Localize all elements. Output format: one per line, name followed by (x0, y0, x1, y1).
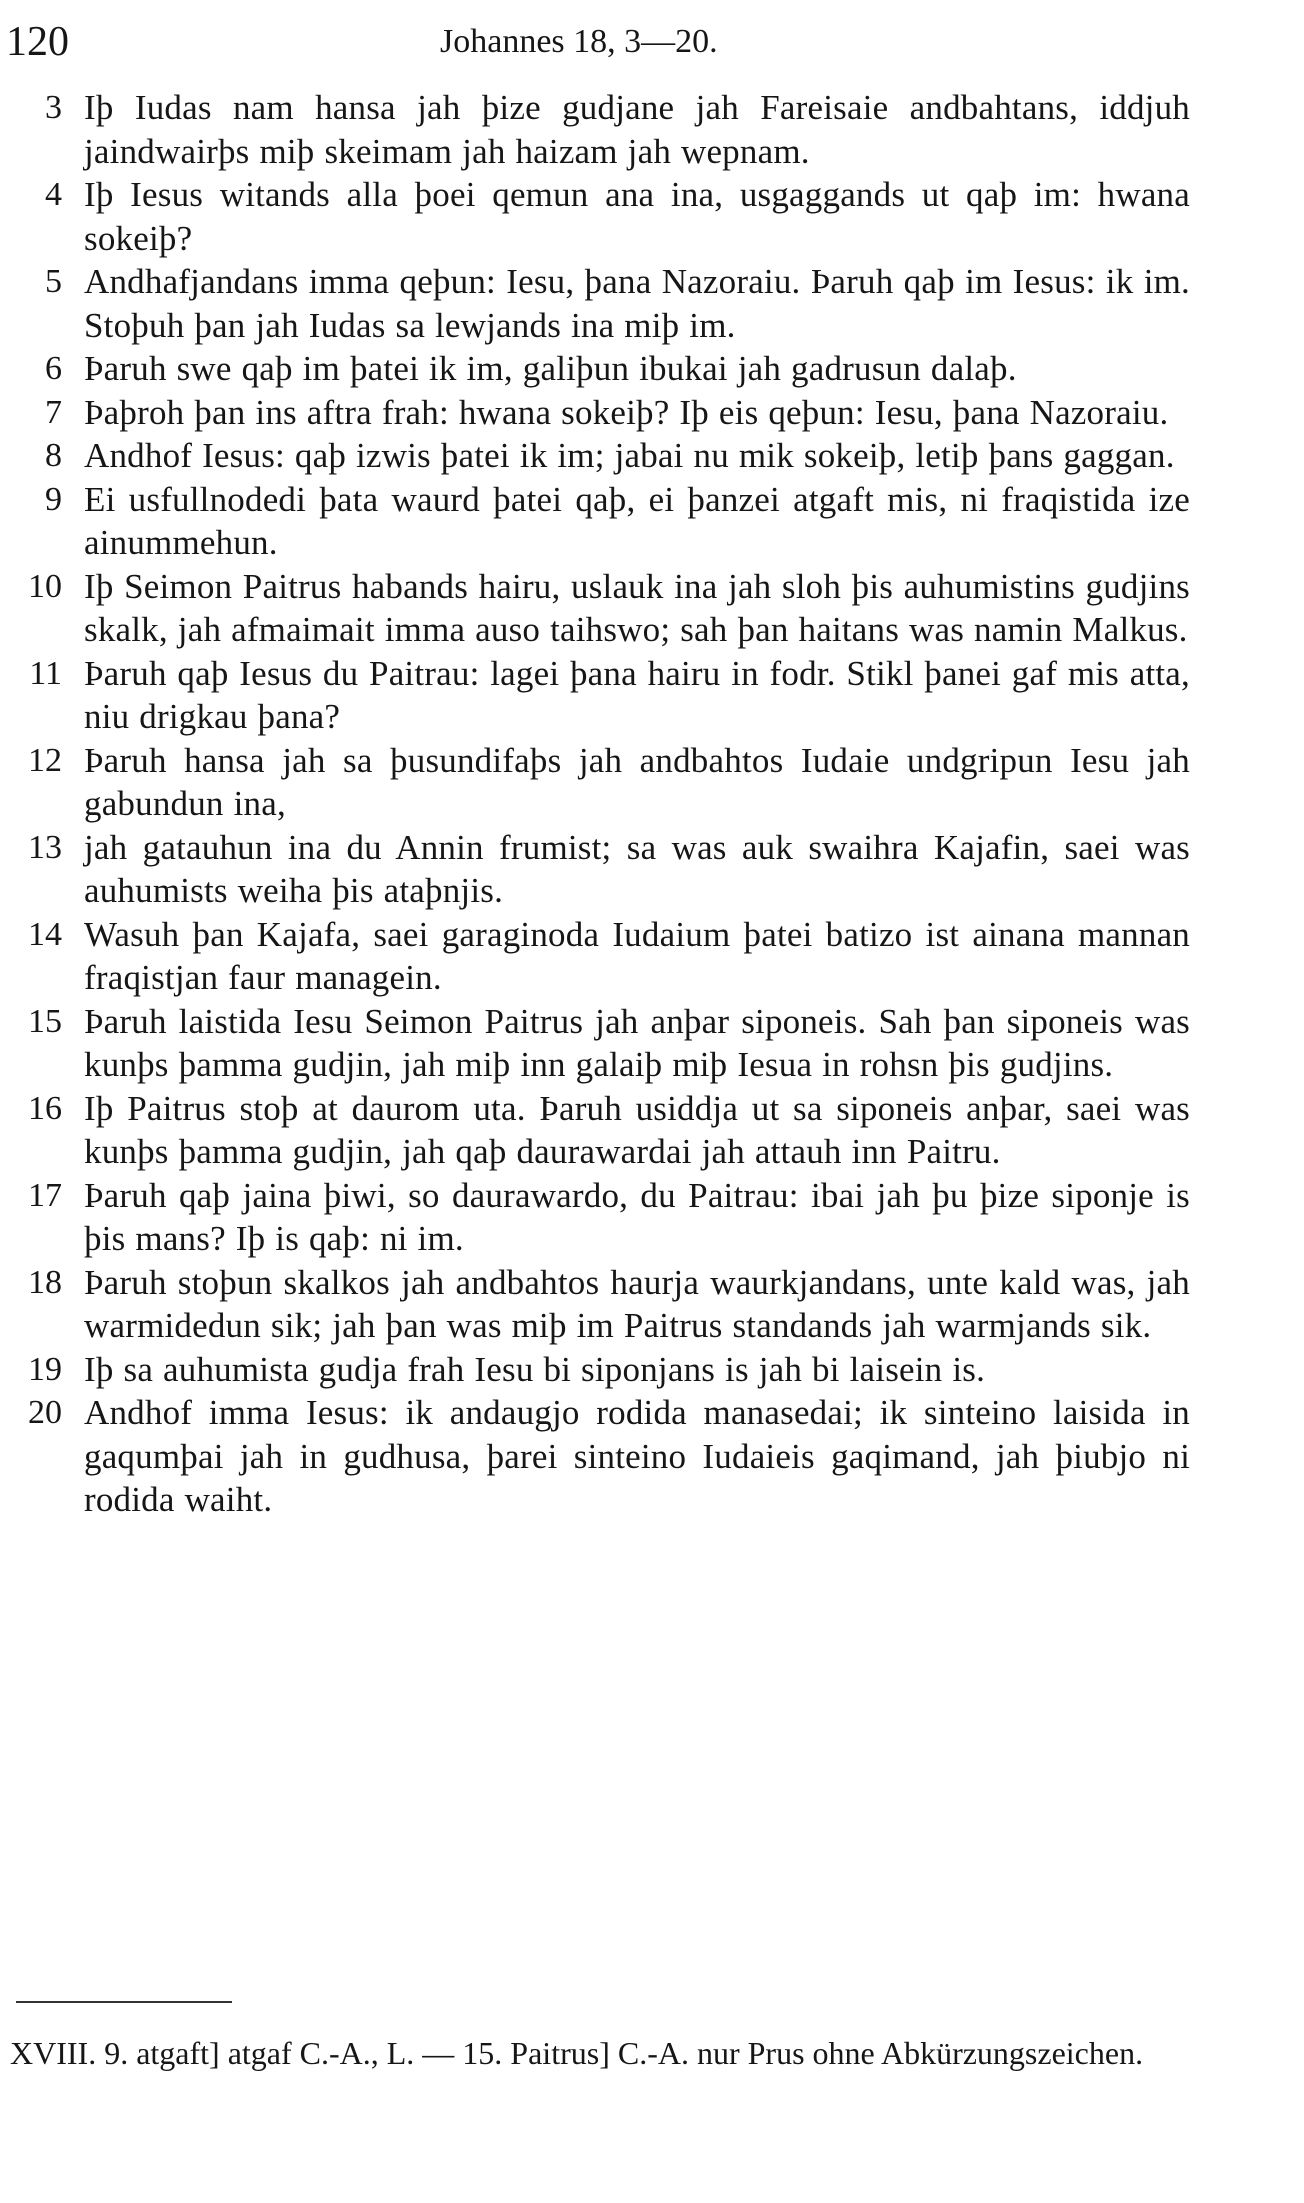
verse-number: 18 (28, 1263, 62, 1301)
running-title: Johannes 18, 3—20. (440, 23, 718, 60)
page-number: 120 (6, 19, 69, 65)
verse-19 (0, 1348, 1190, 1392)
verse-text: Andhof imma Iesus: ik andaugjo rodida manasedai; ik sinteino laisida in gaqumþai jah in gudhusa, þarei sinteino Iudaieis gaqimand, jah þiubjo ni rodida waiht. (84, 1393, 1190, 1519)
verse-number: 16 (28, 1089, 62, 1127)
verse-number: 13 (28, 828, 62, 866)
verse-5 (0, 260, 1190, 347)
verse-text: Ei usfullnodedi þata waurd þatei qaþ, ei þanzei atgaft mis, ni fraqistida ize ainummehun. (84, 479, 1190, 562)
verse-number: 5 (45, 263, 62, 300)
verse-3 (0, 86, 1190, 173)
footnote-divider (16, 2001, 232, 2003)
verse-17 (0, 1174, 1190, 1261)
verse-text: Þaruh laistida Iesu Seimon Paitrus jah anþar siponeis. Sah þan siponeis was kunþs þamma gudjin, jah miþ inn galaiþ miþ Iesua in rohsn þis gudjins. (84, 1001, 1190, 1084)
verse-number: 4 (45, 176, 62, 213)
verse-text: Andhafjandans imma qeþun: Iesu, þana Nazoraiu. Þaruh qaþ im Iesus: ik im. Stoþuh þan jah Iudas sa lewjands ina miþ im. (84, 262, 1190, 345)
verse-18 (0, 1261, 1190, 1348)
verse-text: Iþ Iudas nam hansa jah þize gudjane jah Fareisaie andbahtans, iddjuh jaindwairþs miþ skeimam jah haizam jah wepnam. (84, 88, 1190, 171)
verse-number: 8 (45, 437, 62, 474)
verse-text: Þaruh qaþ Iesus du Paitrau: lagei þana hairu in fodr. Stikl þanei gaf mis atta, niu drigkau þana? (84, 653, 1190, 736)
verse-number: 14 (28, 915, 62, 953)
verse-text: Þaruh qaþ jaina þiwi, so daurawardo, du Paitrau: ibai jah þu þize siponje is þis mans? Iþ is qaþ: ni im. (84, 1175, 1190, 1258)
verse-14 (0, 913, 1190, 1000)
verse-7 (0, 391, 1190, 435)
verse-text: jah gatauhun ina du Annin frumist; sa was auk swaihra Kajafin, saei was auhumists weiha þis ataþnjis. (84, 827, 1190, 910)
verse-8 (0, 434, 1190, 478)
verse-text: Iþ Iesus witands alla þoei qemun ana ina, usgaggands ut qaþ im: hwana sokeiþ? (84, 175, 1190, 258)
verse-text: Þaþroh þan ins aftra frah: hwana sokeiþ? Iþ eis qeþun: Iesu, þana Nazoraiu. (84, 392, 1169, 432)
verse-number: 7 (45, 393, 62, 431)
verse-number: 12 (28, 741, 62, 779)
verse-number: 9 (45, 480, 62, 518)
verse-text: Þaruh stoþun skalkos jah andbahtos haurja waurkjandans, unte kald was, jah warmidedun sik; jah þan was miþ im Paitrus standands jah warmjands sik. (84, 1262, 1190, 1345)
running-head (0, 14, 1304, 70)
verse-text: Þaruh hansa jah sa þusundifaþs jah andbahtos Iudaie undgripun Iesu jah gabundun ina, (84, 740, 1190, 823)
verse-number: 3 (45, 89, 62, 126)
footnote-apparatus: XVIII. 9. atgaft] atgaf C.-A., L. — 15. Paitrus] C.-A. nur Prus ohne Abkürzungszeichen. (10, 2035, 1144, 2071)
verse-10 (0, 565, 1190, 652)
verse-text: Iþ sa auhumista gudja frah Iesu bi siponjans is jah bi laisein is. (84, 1349, 986, 1389)
verse-12 (0, 739, 1190, 826)
verse-13 (0, 826, 1190, 913)
verse-list (0, 86, 1304, 1522)
verse-number: 19 (28, 1350, 62, 1388)
verse-text: Andhof Iesus: qaþ izwis þatei ik im; jabai nu mik sokeiþ, letiþ þans gaggan. (84, 436, 1175, 475)
verse-number: 6 (45, 350, 62, 387)
verse-15 (0, 1000, 1190, 1087)
verse-11 (0, 652, 1190, 739)
verse-16 (0, 1087, 1190, 1174)
verse-number: 20 (28, 1394, 62, 1431)
verse-number: 11 (29, 654, 62, 692)
verse-4 (0, 173, 1190, 260)
verse-number: 17 (28, 1176, 62, 1214)
verse-text: Iþ Seimon Paitrus habands hairu, uslauk ina jah sloh þis auhumistins gudjins skalk, jah afmaimait imma auso taihswo; sah þan haitans was namin Malkus. (84, 566, 1190, 649)
verse-9 (0, 478, 1190, 565)
verse-number: 15 (28, 1002, 62, 1040)
verse-number: 10 (28, 567, 62, 605)
verse-text: Iþ Paitrus stoþ at daurom uta. Þaruh usiddja ut sa siponeis anþar, saei was kunþs þamma gudjin, jah qaþ daurawardai jah attauh inn Paitru. (84, 1088, 1190, 1171)
verse-text: Wasuh þan Kajafa, saei garaginoda Iudaium þatei batizo ist ainana mannan fraqistjan faur managein. (84, 914, 1190, 997)
verse-20 (0, 1391, 1190, 1522)
verse-6 (0, 347, 1190, 391)
verse-text: Þaruh swe qaþ im þatei ik im, galiþun ibukai jah gadrusun dalaþ. (84, 349, 1017, 388)
